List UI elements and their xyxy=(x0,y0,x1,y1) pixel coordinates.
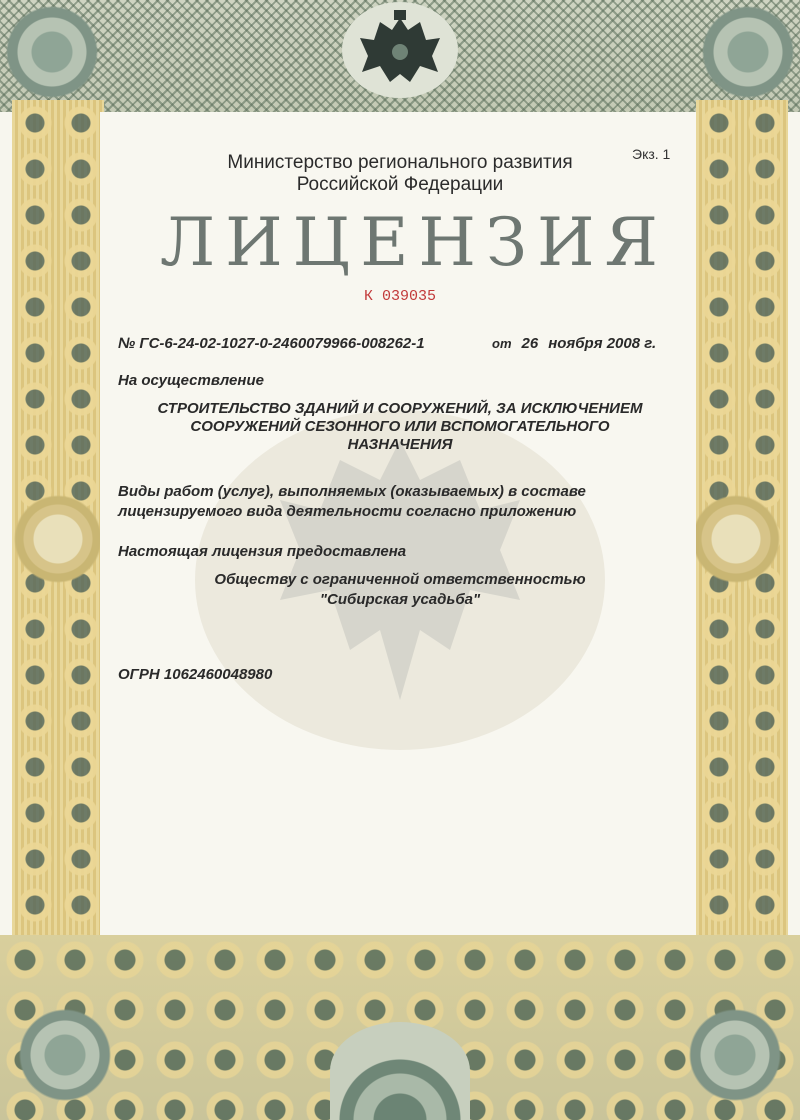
serial-number: К 039035 xyxy=(363,288,436,305)
license-number: № ГС-6-24-02-1027-0-2460079966-008262-1 xyxy=(118,335,425,352)
document-title: ЛИЦЕНЗИЯ xyxy=(160,204,668,281)
ogrn-number: ОГРН 1062460048980 xyxy=(118,666,273,683)
activity-description xyxy=(140,400,660,454)
corner-rosette-icon xyxy=(0,990,130,1120)
activity-line-2: СООРУЖЕНИЙ СЕЗОННОГО ИЛИ ВСПОМОГАТЕЛЬНОГО НАЗНАЧЕНИЯ xyxy=(190,418,610,453)
works-line-2: лицензируемого вида деятельности согласно приложению xyxy=(118,503,577,520)
date-prefix: от xyxy=(492,336,512,351)
activity-label: На осуществление xyxy=(118,372,264,389)
grantee-label: Настоящая лицензия предоставлена xyxy=(118,543,407,560)
side-medallion-icon xyxy=(14,495,102,583)
date-day: 26 xyxy=(521,335,539,352)
corner-rosette-icon xyxy=(670,990,800,1120)
activity-line-1: СТРОИТЕЛЬСТВО ЗДАНИЙ И СООРУЖЕНИЙ, ЗА ИСКЛЮЧЕНИЕМ xyxy=(157,400,643,417)
works-statement xyxy=(118,482,638,522)
license-date xyxy=(492,335,656,352)
coat-of-arms-icon xyxy=(340,0,460,100)
grantee-name xyxy=(160,570,640,610)
ministry-line-2: Российской Федерации xyxy=(296,174,504,195)
date-month-year: ноября 2008 г. xyxy=(548,335,657,352)
grantee-line-1: Обществу с ограниченной ответственностью xyxy=(214,571,586,588)
ministry-line-1: Министерство регионального развития xyxy=(227,152,573,173)
corner-rosette-icon xyxy=(2,2,102,102)
issuing-authority xyxy=(190,152,610,196)
corner-rosette-icon xyxy=(698,2,798,102)
bottom-rosette-icon xyxy=(330,1022,470,1120)
copy-number: Экз. 1 xyxy=(632,146,671,162)
works-line-1: Виды работ (услуг), выполняемых (оказываемых) в составе xyxy=(118,483,586,500)
grantee-line-2: "Сибирская усадьба" xyxy=(319,591,481,608)
side-medallion-icon xyxy=(692,495,780,583)
